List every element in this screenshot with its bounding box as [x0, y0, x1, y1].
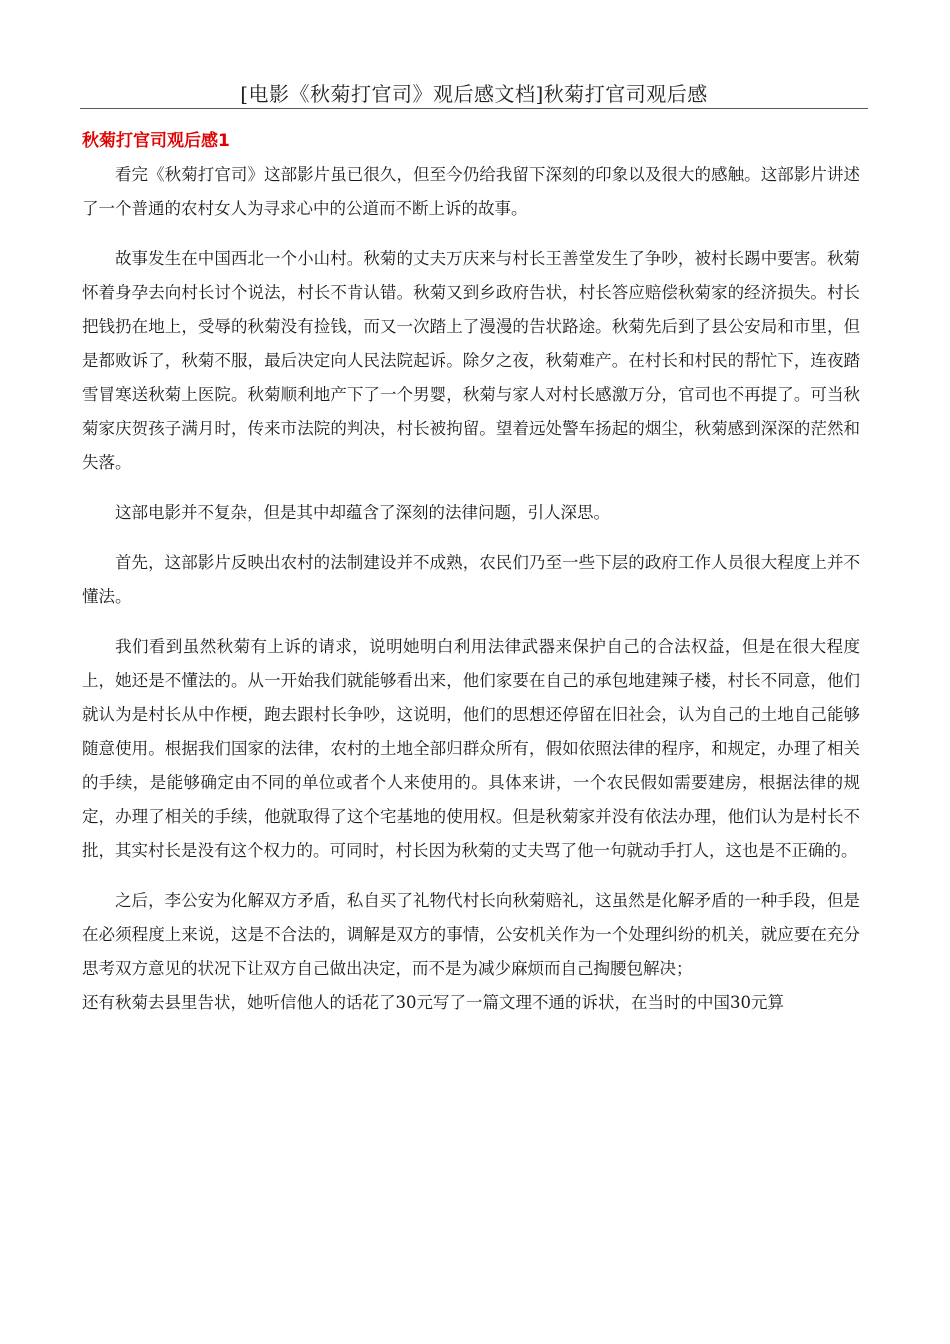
document-body — [82, 158, 860, 1036]
paragraph: 还有秋菊去县里告状，她听信他人的话花了30元写了一篇文理不通的诉状，在当时的中国30元算 — [82, 993, 784, 1012]
section-title: 秋菊打官司观后感1 — [82, 131, 230, 151]
paragraph: 我们看到虽然秋菊有上诉的请求，说明她明白利用法律武器来保护自己的合法权益，但是在很大程度上，她还是不懂法的。从一开始我们就能够看出来，他们家要在自己的承包地建辣子楼，村长不同意，他们就认为是村长从中作梗，跑去跟村长争吵，这说明，他们的思想还停留在旧社会，认为自己的土地自己能够随意使用。根据我们国家的法律，农村的土地全部归群众所有，假如依照法律的程序，和规定，办理了相关的手续，是能够确定由不同的单位或者个人来使用的。具体来讲，一个农民假如需要建房，根据法律的规定，办理了相关的手续，他就取得了这个宅基地的使用权。但是秋菊家并没有依法办理，他们认为是村长不批，其实村长是没有这个权力的。可同时，村长因为秋菊的丈夫骂了他一句就动手打人，这也是不正确的。 — [82, 637, 860, 860]
paragraph: 首先，这部影片反映出农村的法制建设并不成熟，农民们乃至一些下层的政府工作人员很大程度上并不懂法。 — [82, 553, 860, 606]
page-header: [电影《秋菊打官司》观后感文档]秋菊打官司观后感 — [240, 82, 708, 106]
paragraph: 看完《秋菊打官司》这部影片虽已很久，但至今仍给我留下深刻的印象以及很大的感触。这部影片讲述了一个普通的农村女人为寻求心中的公道而不断上诉的故事。 — [82, 165, 860, 218]
paragraph: 故事发生在中国西北一个小山村。秋菊的丈夫万庆来与村长王善堂发生了争吵，被村长踢中要害。秋菊怀着身孕去向村长讨个说法，村长不肯认错。秋菊又到乡政府告状，村长答应赔偿秋菊家的经济损失。村长把钱扔在地上，受辱的秋菊没有捡钱，而又一次踏上了漫漫的告状路途。秋菊先后到了县公安局和市里，但是都败诉了，秋菊不服，最后决定向人民法院起诉。除夕之夜，秋菊难产。在村长和村民的帮忙下，连夜踏雪冒寒送秋菊上医院。秋菊顺利地产下了一个男婴，秋菊与家人对村长感激万分，官司也不再提了。可当秋菊家庆贺孩子满月时，传来市法院的判决，村长被拘留。望着远处警车扬起的烟尘，秋菊感到深深的茫然和失落。 — [82, 249, 860, 472]
paragraph: 之后，李公安为化解双方矛盾，私自买了礼物代村长向秋菊赔礼，这虽然是化解矛盾的一种手段，但是在必须程度上来说，这是不合法的，调解是双方的事情，公安机关作为一个处理纠纷的机关，就应要在充分思考双方意见的状况下让双方自己做出决定，而不是为减少麻烦而自己掏腰包解决； — [82, 891, 860, 978]
header-divider — [80, 108, 868, 109]
paragraph: 这部电影并不复杂，但是其中却蕴含了深刻的法律问题，引人深思。 — [115, 503, 610, 522]
